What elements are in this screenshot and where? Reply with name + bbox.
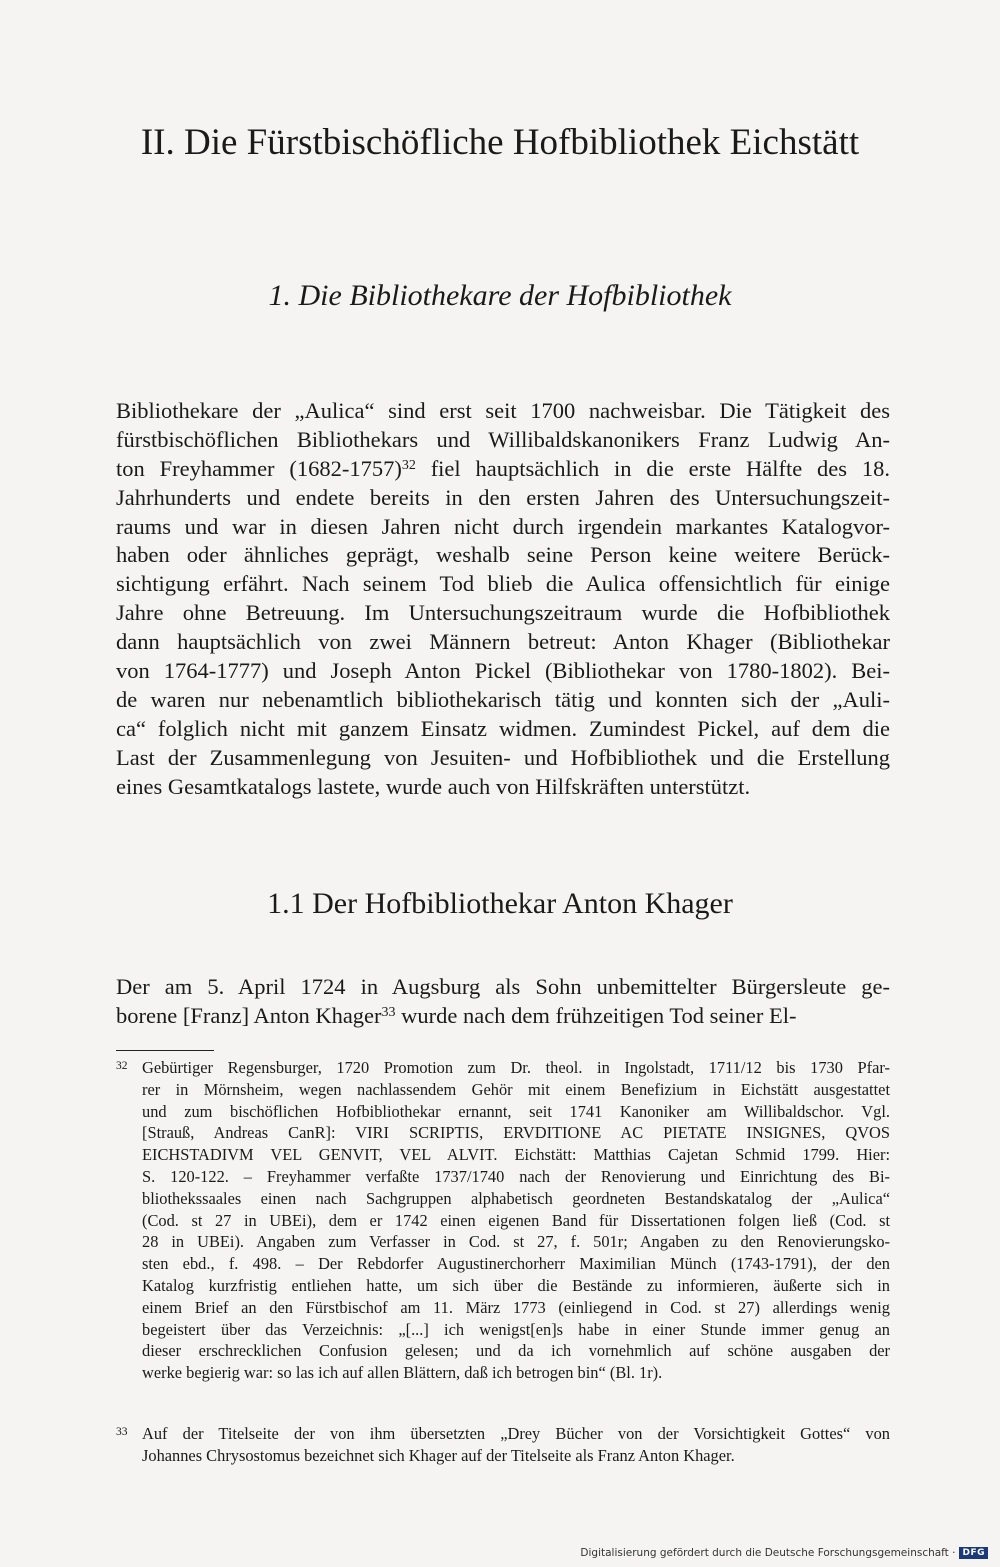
text-segment: wurde nach dem frühzeitigen Tod seiner El- xyxy=(395,1002,797,1028)
text-line: haben oder ähnliches geprägt, weshalb seine Person keine weitere Berück- xyxy=(116,542,890,568)
body-paragraph-2 xyxy=(116,973,890,1031)
footnote-line: werke begierig war: so las ich auf allen Blättern, daß ich betrogen bin“ (Bl. 1r). xyxy=(142,1363,663,1383)
text-line: Der am 5. April 1724 in Augsburg als Sohn unbemittelter Bürgersleute ge- xyxy=(116,974,890,999)
text-line: fürstbischöflichen Bibliothekars und Willibaldskanonikers Franz Ludwig An- xyxy=(116,426,890,452)
footnote-reference[interactable]: 33 xyxy=(381,1004,396,1020)
text-line: sichtigung erfährt. Nach seinem Tod blieb die Aulica offensichtlich für einige xyxy=(116,571,890,597)
chapter-title: II. Die Fürstbischöfliche Hofbibliothek Eichstätt xyxy=(140,122,860,163)
footnote-line: dieser erschrecklichen Confusion gelesen; und da ich vornehmlich auf schöne ausgaben der xyxy=(142,1341,890,1361)
footnote-line: und zum bischöflichen Hofbibliothekar ernannt, seit 1741 Kanoniker am Willibaldschor. Vgl. xyxy=(142,1101,890,1121)
text-line: eines Gesamtkatalogs lastete, wurde auch von Hilfskräften unterstützt. xyxy=(116,773,751,799)
footnote-line: sten ebd., f. 498. – Der Rebdorfer Augustinerchorherr Maximilian Münch (1743-1791), der den xyxy=(142,1254,890,1274)
section-title: 1. Die Bibliothekare der Hofbibliothek xyxy=(268,279,732,312)
text-line: ca“ folglich nicht mit ganzem Einsatz widmen. Zumindest Pickel, auf dem die xyxy=(116,715,890,741)
text-line: Bibliothekare der „Aulica“ sind erst seit 1700 nachweisbar. Die Tätigkeit des xyxy=(116,398,890,423)
credit-text: Digitalisierung gefördert durch die Deutsche Forschungsgemeinschaft · xyxy=(580,1547,956,1559)
text-line: raums und war in diesen Jahren nicht durch irgendein markantes Katalogvor- xyxy=(116,513,890,539)
subsection-title: 1.1 Der Hofbibliothekar Anton Khager xyxy=(267,887,733,920)
footnote-separator xyxy=(116,1050,214,1051)
footnote-line: (Cod. st 27 in UBEi), dem er 1742 einen eigenen Band für Dissertationen folgen ließ (Cod. st xyxy=(142,1210,890,1230)
footnote-line: 28 in UBEi). Angaben zum Verfasser in Cod. st 27, f. 501r; Angaben zu den Renovierungsko- xyxy=(142,1232,890,1252)
footnote-line: Katalog kurzfristig entliehen hatte, um sich über die Bestände zu informieren, äußerte sich in xyxy=(142,1275,890,1295)
footnote-line: Gebürtiger Regensburger, 1720 Promotion zum Dr. theol. in Ingolstadt, 1711/12 bis 1730 Pfar- xyxy=(142,1058,890,1077)
text-segment: ton Freyhammer (1682-1757) xyxy=(116,455,402,481)
footnote-line: Auf der Titelseite der von ihm übersetzten „Drey Bücher von der Vorsichtigkeit Gottes“ von xyxy=(142,1424,890,1443)
footnote-line: einem Brief an den Fürstbischof am 11. März 1773 (einliegend in Cod. st 27) allerdings wenig xyxy=(142,1297,890,1317)
footnote-line: rer in Mörnsheim, wegen nachlassendem Gehör mit einem Benefizium in Eichstätt ausgestattet xyxy=(142,1079,890,1099)
footnote-marker: 32 xyxy=(116,1060,128,1072)
text-line: Jahre ohne Betreuung. Im Untersuchungszeitraum wurde die Hofbibliothek xyxy=(116,600,890,626)
footnote-line: [Strauß, Andreas CanR]: VIRI SCRIPTIS, ERVDITIONE AC PIETATE INSIGNES, QVOS xyxy=(142,1123,890,1143)
footnote-reference[interactable]: 32 xyxy=(401,457,416,473)
digitization-credit xyxy=(580,1547,988,1559)
text-line: dann hauptsächlich von zwei Männern betreut: Anton Khager (Bibliothekar xyxy=(116,629,890,655)
dfg-logo-icon: DFG xyxy=(959,1547,988,1559)
text-line: Last der Zusammenlegung von Jesuiten- und Hofbibliothek und die Erstellung xyxy=(116,744,890,770)
footnote-line: bliothekssaales einen nach Sachgruppen alphabetisch geordneten Bestandskatalog der „Aulica“ xyxy=(142,1188,890,1208)
text-segment: fiel hauptsächlich in die erste Hälfte des 18. xyxy=(415,455,890,481)
footnote-32 xyxy=(116,1057,890,1384)
text-line: Jahrhunderts und endete bereits in den ersten Jahren des Untersuchungszeit- xyxy=(116,484,890,510)
footnote-line: begeistert über das Verzeichnis: „[...] ich wenigst[en]s habe in einer Stunde immer genug an xyxy=(142,1319,890,1339)
footnote-line: EICHSTADIVM VEL GENVIT, VEL ALVIT. Eichstätt: Matthias Cajetan Schmid 1799. Hier: xyxy=(142,1145,890,1165)
text-line xyxy=(116,455,890,484)
text-line xyxy=(116,1002,890,1031)
footnote-line: S. 120-122. – Freyhammer verfaßte 1737/1740 nach der Renovierung und Einrichtung des Bi- xyxy=(142,1166,890,1186)
footnote-33 xyxy=(116,1423,890,1467)
footnote-line: Johannes Chrysostomus bezeichnet sich Khager auf der Titelseite als Franz Anton Khager. xyxy=(142,1445,735,1465)
text-line: de waren nur nebenamtlich bibliothekarisch tätig und konnten sich der „Auli- xyxy=(116,686,890,712)
text-segment: borene [Franz] Anton Khager xyxy=(116,1002,382,1028)
footnote-marker: 33 xyxy=(116,1426,128,1438)
text-line: von 1764-1777) und Joseph Anton Pickel (Bibliothekar von 1780-1802). Bei- xyxy=(116,658,890,684)
body-paragraph-1 xyxy=(116,397,890,801)
